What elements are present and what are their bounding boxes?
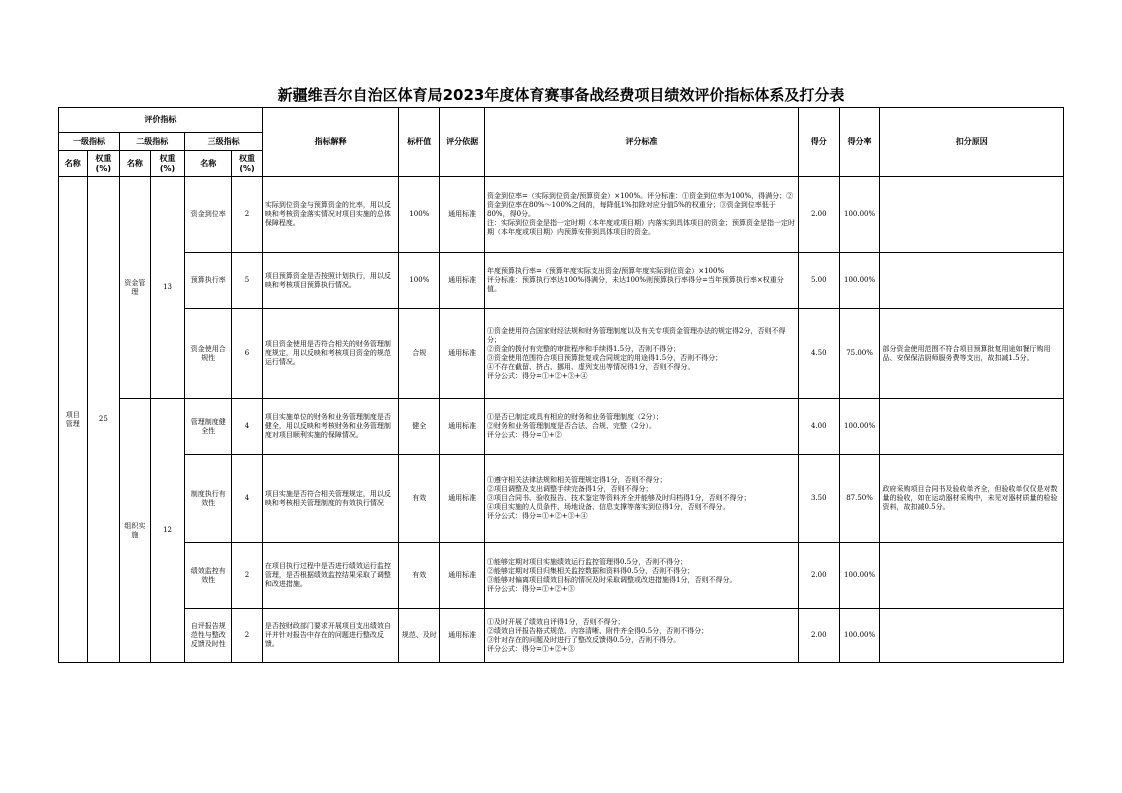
- indicator-explanation: 是否按财政部门要求开展项目支出绩效自评并针对报告中存在的问题进行整改反馈。: [262, 609, 399, 663]
- indicator-explanation: 在项目执行过程中是否进行绩效运行监控管理，是否根据绩效监控结果采取了调整和改进措施。: [262, 543, 399, 609]
- level3-name: 自评报告规范性与整改反馈及时性: [185, 609, 232, 663]
- scoring-basis: 通用标准: [440, 455, 485, 543]
- level2-name: 资金管 理: [120, 177, 151, 399]
- indicator-explanation: 项目预算资金是否按照计划执行，用以反映和考核项目预算执行情况。: [262, 253, 399, 309]
- indicator-explanation: 实际到位资金与预算资金的比率，用以反映和考核资金落实情况对项目实施的总体保障程度。: [262, 177, 399, 253]
- score-value: 3.50: [798, 455, 839, 543]
- header-l1-weight: 权重 (%): [87, 151, 120, 177]
- table-row: [59, 309, 1064, 399]
- level3-weight: 5: [232, 253, 263, 309]
- level1-weight: 25: [87, 177, 120, 663]
- header-level3: 三级指标: [185, 133, 263, 151]
- indicator-explanation: 项目资金使用是否符合相关的财务管理制度规定，用以反映和考核项目资金的规范运行情况。: [262, 309, 399, 399]
- deduction-reason: [880, 543, 1064, 609]
- deduction-reason: [880, 399, 1064, 455]
- scoring-standard: ①能够定期对项目实施绩效运行监控管理得0.5分，否则不得分； ②能够定期对项目归集相关监控数据和资料得0.5分，否则不得分； ③能够对偏离项目绩效目标的情况及时采取调整或改进措施得1分，否则不得分。 评分公式：得分=①+②+③: [485, 543, 799, 609]
- header-basis: 评分依据: [440, 108, 485, 177]
- table-row: [59, 177, 1064, 253]
- scoring-standard: 年度预算执行率=（预算年度实际支出资金/预算年度实际到位资金）×100% 评分标准：预算执行率达100%得满分，未达100%则预算执行率得分=当年预算执行率×权重分值。: [485, 253, 799, 309]
- header-standard: 评分标准: [485, 108, 799, 177]
- deduction-reason: 政府采购项目合同书及验收单齐全，但验收单仅仅是对数量的验收，如在运动器材采购中，未见对器材质量的检验资料，故扣减0.5分。: [880, 455, 1064, 543]
- table-row: [59, 399, 1064, 455]
- score-value: 4.50: [798, 309, 839, 399]
- deduction-reason: [880, 609, 1064, 663]
- scoring-basis: 通用标准: [440, 309, 485, 399]
- scoring-standard: ①及时开展了绩效自评得1分，否则不得分； ②绩效自评报告格式规范、内容清晰、附件齐全得0.5分，否则不得分； ③针对存在的问题及时进行了整改反馈得0.5分，否则不得分。 评分公式：得分=①+②+③: [485, 609, 799, 663]
- table-row: [59, 609, 1064, 663]
- level3-name: 绩效监控有效性: [185, 543, 232, 609]
- benchmark-value: 有效: [399, 543, 440, 609]
- level3-name: 资金使用合规性: [185, 309, 232, 399]
- header-explanation: 指标解释: [262, 108, 399, 177]
- benchmark-value: 100%: [399, 253, 440, 309]
- indicator-explanation: 项目实施是否符合相关管理规定，用以反映和考核相关管理制度的有效执行情况: [262, 455, 399, 543]
- benchmark-value: 规范、及时: [399, 609, 440, 663]
- level3-name: 资金到位率: [185, 177, 232, 253]
- header-l1-name: 名称: [59, 151, 88, 177]
- header-score: 得分: [798, 108, 839, 177]
- level1-name: 项目 管理: [59, 177, 88, 663]
- score-rate: 75.00%: [839, 309, 880, 399]
- scoring-basis: 通用标准: [440, 253, 485, 309]
- header-l2-weight: 权重 (%): [150, 151, 185, 177]
- scoring-basis: 通用标准: [440, 543, 485, 609]
- score-value: 2.00: [798, 543, 839, 609]
- deduction-reason: [880, 177, 1064, 253]
- scoring-basis: 通用标准: [440, 609, 485, 663]
- scoring-standard: 资金到位率=（实际到位资金/预算资金）×100%。评分标准：①资金到位率为100%，得满分；②资金到位率在80%～100%之间的，每降低1%扣除对应分值5%的权重分；③资金到位率低于80%，得0分。 注：实际到位资金是指一定时期（本年度或项目期）内落实到具体项目的资金；预算资金是指一定时期（本年度或项目期）内预算安排到具体项目的资金。: [485, 177, 799, 253]
- level3-weight: 4: [232, 455, 263, 543]
- level3-weight: 6: [232, 309, 263, 399]
- header-eval-indicator: 评价指标: [59, 108, 263, 133]
- header-deduction: 扣分原因: [880, 108, 1064, 177]
- score-rate: 100.00%: [839, 609, 880, 663]
- table-row: [59, 543, 1064, 609]
- score-rate: 87.50%: [839, 455, 880, 543]
- indicator-explanation: 项目实施单位的财务和业务管理制度是否健全，用以反映和考核财务和业务管理制度对项目顺利实施的保障情况。: [262, 399, 399, 455]
- deduction-reason: [880, 253, 1064, 309]
- score-value: 5.00: [798, 253, 839, 309]
- score-rate: 100.00%: [839, 543, 880, 609]
- scoring-basis: 通用标准: [440, 177, 485, 253]
- level3-weight: 2: [232, 543, 263, 609]
- scoring-standard: ①遵守相关法律法规和相关管理规定得1分，否则不得分； ②项目调整及支出调整手续完备得1分，否则不得分； ③项目合同书、验收报告、技术鉴定等资料齐全并能够及时归档得1分，否则不得分； ④项目实施的人员条件、场地设备、信息支撑等落实到位得1分，否则不得分。 评分公式：得分=①+②+③+④: [485, 455, 799, 543]
- score-value: 2.00: [798, 177, 839, 253]
- benchmark-value: 有效: [399, 455, 440, 543]
- table-row: [59, 253, 1064, 309]
- header-level2: 二级指标: [120, 133, 185, 151]
- table-row: [59, 455, 1064, 543]
- page-title: 新疆维吾尔自治区体育局2023年度体育赛事备战经费项目绩效评价指标体系及打分表: [277, 86, 845, 104]
- deduction-reason: 部分资金使用范围不符合项目预算批复用途如餐厅购用品、安保保洁厨师服务费等支出，故扣减1.5分。: [880, 309, 1064, 399]
- score-value: 2.00: [798, 609, 839, 663]
- score-value: 4.00: [798, 399, 839, 455]
- header-l3-weight: 权重 (%): [232, 151, 263, 177]
- level3-name: 制度执行有效性: [185, 455, 232, 543]
- header-l3-name: 名称: [185, 151, 232, 177]
- level2-weight: 12: [150, 399, 185, 663]
- level3-weight: 2: [232, 177, 263, 253]
- scoring-standard: ①资金使用符合国家财经法规和财务管理制度以及有关专项资金管理办法的规定得2分，否则不得分； ②资金的拨付有完整的审批程序和手续得1.5分，否则不得分； ③资金使用范围符合项目预算批复或合同规定的用途得1.5分，否则不得分； ④不存在截留、挤占、挪用、虚列支出等情况得1分，否则不得分。 评分公式：得分=①+②+③+④: [485, 309, 799, 399]
- score-rate: 100.00%: [839, 253, 880, 309]
- header-benchmark: 标杆值: [399, 108, 440, 177]
- header-score-rate: 得分率: [839, 108, 880, 177]
- header-l2-name: 名称: [120, 151, 151, 177]
- score-rate: 100.00%: [839, 399, 880, 455]
- scoring-standard: ①是否已制定或具有相应的财务和业务管理制度（2分）； ②财务和业务管理制度是否合法、合规、完整（2分）。 评分公式：得分=①+②: [485, 399, 799, 455]
- scoring-basis: 通用标准: [440, 399, 485, 455]
- benchmark-value: 100%: [399, 177, 440, 253]
- level3-name: 管理制度健全性: [185, 399, 232, 455]
- benchmark-value: 合规: [399, 309, 440, 399]
- level3-weight: 4: [232, 399, 263, 455]
- score-rate: 100.00%: [839, 177, 880, 253]
- level3-weight: 2: [232, 609, 263, 663]
- header-level1: 一级指标: [59, 133, 120, 151]
- level3-name: 预算执行率: [185, 253, 232, 309]
- benchmark-value: 健全: [399, 399, 440, 455]
- level2-name: 组织实 施: [120, 399, 151, 663]
- evaluation-table: [58, 107, 1064, 663]
- level2-weight: 13: [150, 177, 185, 399]
